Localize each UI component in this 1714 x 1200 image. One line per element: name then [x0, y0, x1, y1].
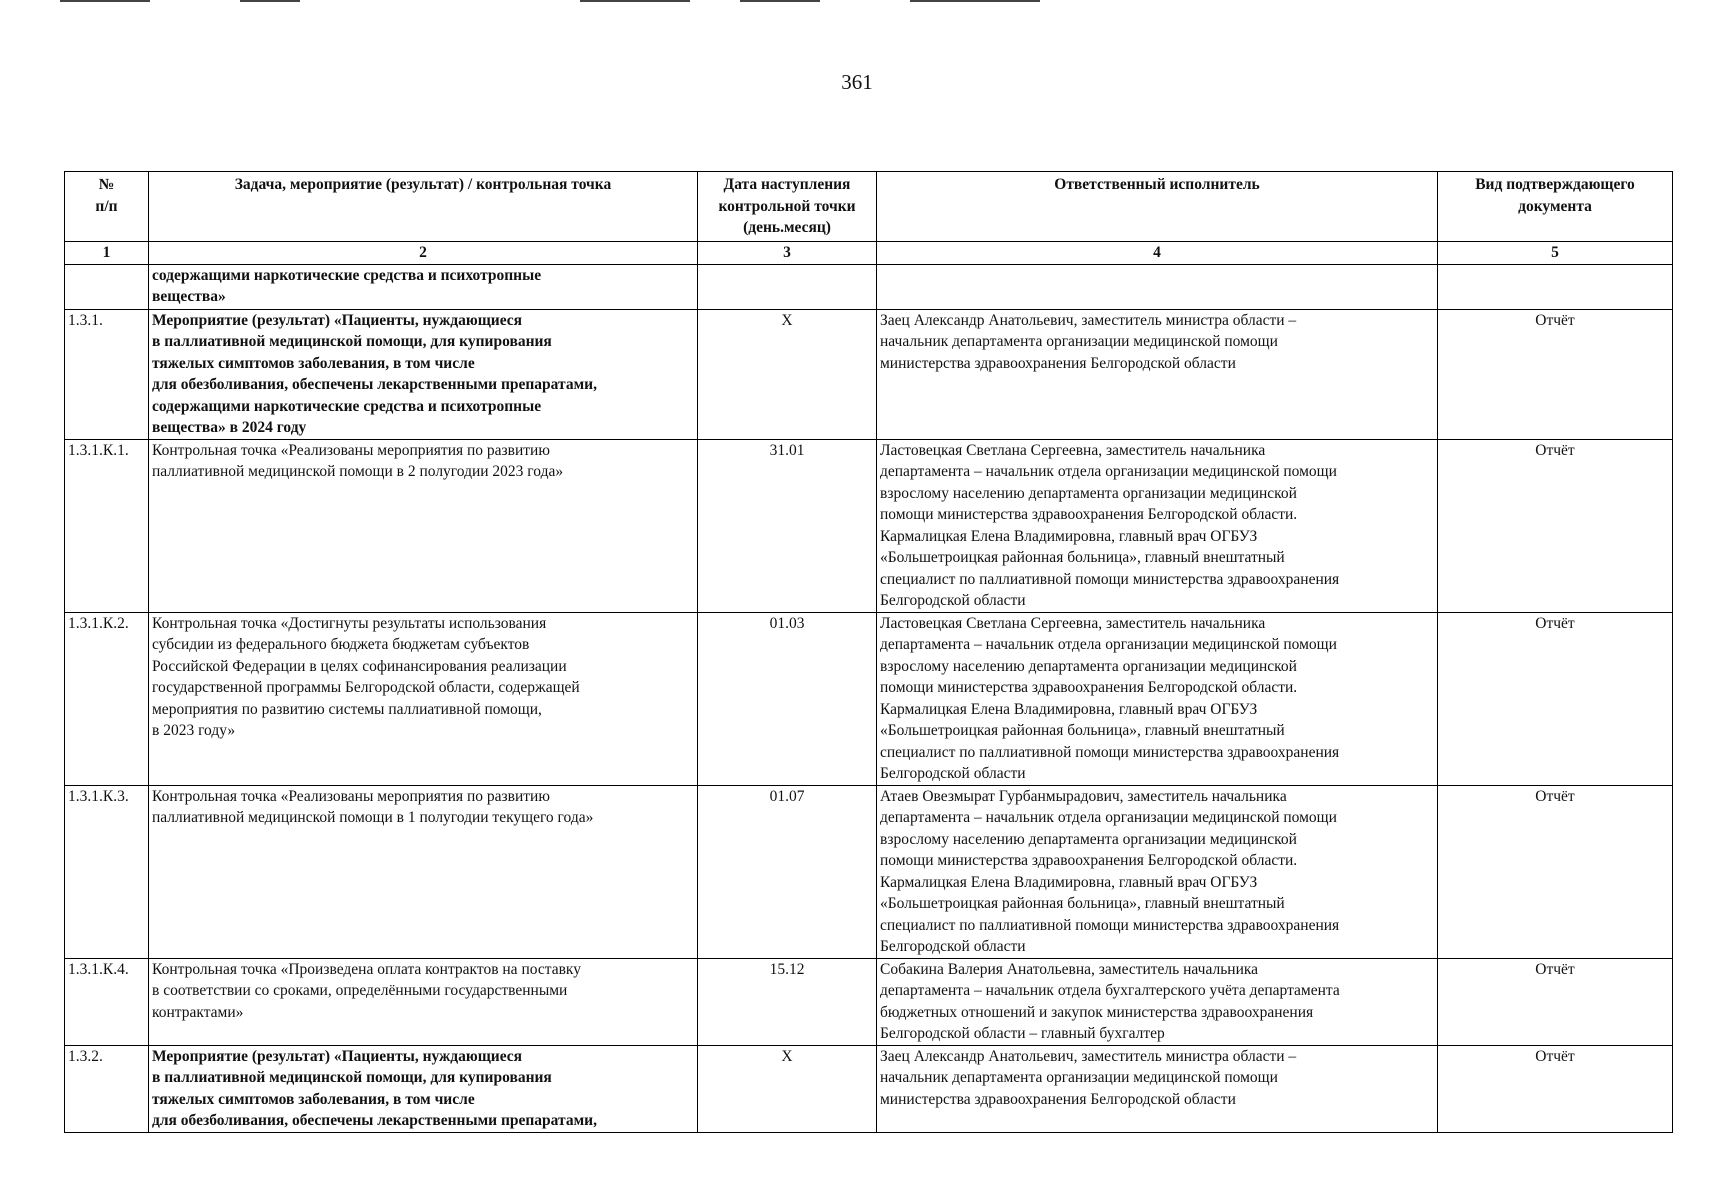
table-header-row — [65, 172, 1673, 242]
column-number-row — [65, 241, 1673, 264]
row-responsible — [877, 264, 1438, 309]
header-responsible: Ответственный исполнитель — [877, 172, 1438, 242]
row-number: 1.3.1. — [65, 309, 149, 439]
row-responsible: Ластовецкая Светлана Сергеевна, заместитель начальника департамента – начальник отдела организации медицинской помощи взрослому населению департамента организации медицинской помощи министерства здравоохранения Белгородской области. Кармалицкая Елена Владимировна, главный врач ОГБУЗ «Большетроицкая районная больница», главный внештатный специалист по паллиативной помощи министерства здравоохранения Белгородской области — [877, 612, 1438, 785]
row-date — [698, 264, 877, 309]
row-responsible: Заец Александр Анатольевич, заместитель министра области – начальник департамента организации медицинской помощи министерства здравоохранения Белгородской области — [877, 1045, 1438, 1132]
scan-artifact — [910, 0, 1040, 2]
row-date: X — [698, 1045, 877, 1132]
row-task: Мероприятие (результат) «Пациенты, нуждающиеся в паллиативной медицинской помощи, для купирования тяжелых симптомов заболевания, в том числе для обезболивания, обеспечены лекарственными препаратами, содержащими наркотические средства и психотропные вещества» в 2024 году — [149, 309, 698, 439]
page-number: 361 — [841, 70, 873, 94]
column-number: 1 — [65, 241, 149, 264]
header-task: Задача, мероприятие (результат) / контрольная точка — [149, 172, 698, 242]
row-number: 1.3.2. — [65, 1045, 149, 1132]
table-row — [65, 612, 1673, 785]
scan-artifact — [580, 0, 690, 2]
table-row — [65, 1045, 1673, 1132]
plan-table — [64, 171, 1673, 1133]
column-number: 2 — [149, 241, 698, 264]
column-number: 3 — [698, 241, 877, 264]
row-task: Контрольная точка «Реализованы мероприятия по развитию паллиативной медицинской помощи в 2 полугодии 2023 года» — [149, 439, 698, 612]
row-task: содержащими наркотические средства и психотропные вещества» — [149, 264, 698, 309]
table-row — [65, 264, 1673, 309]
row-task: Мероприятие (результат) «Пациенты, нуждающиеся в паллиативной медицинской помощи, для купирования тяжелых симптомов заболевания, в том числе для обезболивания, обеспечены лекарственными препаратами, — [149, 1045, 698, 1132]
row-document: Отчёт — [1438, 958, 1673, 1045]
row-document — [1438, 264, 1673, 309]
row-document: Отчёт — [1438, 1045, 1673, 1132]
row-number: 1.3.1.К.2. — [65, 612, 149, 785]
row-date: 31.01 — [698, 439, 877, 612]
row-task: Контрольная точка «Произведена оплата контрактов на поставку в соответствии со сроками, определёнными государственными контрактами» — [149, 958, 698, 1045]
row-date: 01.07 — [698, 785, 877, 958]
row-number: 1.3.1.К.1. — [65, 439, 149, 612]
row-task: Контрольная точка «Реализованы мероприятия по развитию паллиативной медицинской помощи в 1 полугодии текущего года» — [149, 785, 698, 958]
scan-artifact — [60, 0, 150, 2]
header-date: Дата наступления контрольной точки (день.месяц) — [698, 172, 877, 242]
table-row — [65, 958, 1673, 1045]
row-responsible: Атаев Овезмырат Гурбанмырадович, заместитель начальника департамента – начальник отдела организации медицинской помощи взрослому населению департамента организации медицинской помощи министерства здравоохранения Белгородской области. Кармалицкая Елена Владимировна, главный врач ОГБУЗ «Большетроицкая районная больница», главный внештатный специалист по паллиативной помощи министерства здравоохранения Белгородской области — [877, 785, 1438, 958]
row-date: X — [698, 309, 877, 439]
scan-artifact — [240, 0, 300, 2]
header-document: Вид подтверждающего документа — [1438, 172, 1673, 242]
row-document: Отчёт — [1438, 612, 1673, 785]
scan-artifact — [740, 0, 820, 2]
row-document: Отчёт — [1438, 439, 1673, 612]
row-document: Отчёт — [1438, 309, 1673, 439]
table-row — [65, 439, 1673, 612]
row-responsible: Собакина Валерия Анатольевна, заместитель начальника департамента – начальник отдела бухгалтерского учёта департамента бюджетных отношений и закупок министерства здравоохранения Белгородской области – главный бухгалтер — [877, 958, 1438, 1045]
row-responsible: Заец Александр Анатольевич, заместитель министра области – начальник департамента организации медицинской помощи министерства здравоохранения Белгородской области — [877, 309, 1438, 439]
row-number: 1.3.1.К.4. — [65, 958, 149, 1045]
row-task: Контрольная точка «Достигнуты результаты использования субсидии из федерального бюджета бюджетам субъектов Российской Федерации в целях софинансирования реализации государственной программы Белгородской области, содержащей мероприятия по развитию системы паллиативной помощи, в 2023 году» — [149, 612, 698, 785]
row-date: 01.03 — [698, 612, 877, 785]
table-row — [65, 309, 1673, 439]
header-number: № п/п — [65, 172, 149, 242]
row-number — [65, 264, 149, 309]
row-date: 15.12 — [698, 958, 877, 1045]
row-number: 1.3.1.К.3. — [65, 785, 149, 958]
table-row — [65, 785, 1673, 958]
column-number: 4 — [877, 241, 1438, 264]
row-responsible: Ластовецкая Светлана Сергеевна, заместитель начальника департамента – начальник отдела организации медицинской помощи взрослому населению департамента организации медицинской помощи министерства здравоохранения Белгородской области. Кармалицкая Елена Владимировна, главный врач ОГБУЗ «Большетроицкая районная больница», главный внештатный специалист по паллиативной помощи министерства здравоохранения Белгородской области — [877, 439, 1438, 612]
column-number: 5 — [1438, 241, 1673, 264]
row-document: Отчёт — [1438, 785, 1673, 958]
